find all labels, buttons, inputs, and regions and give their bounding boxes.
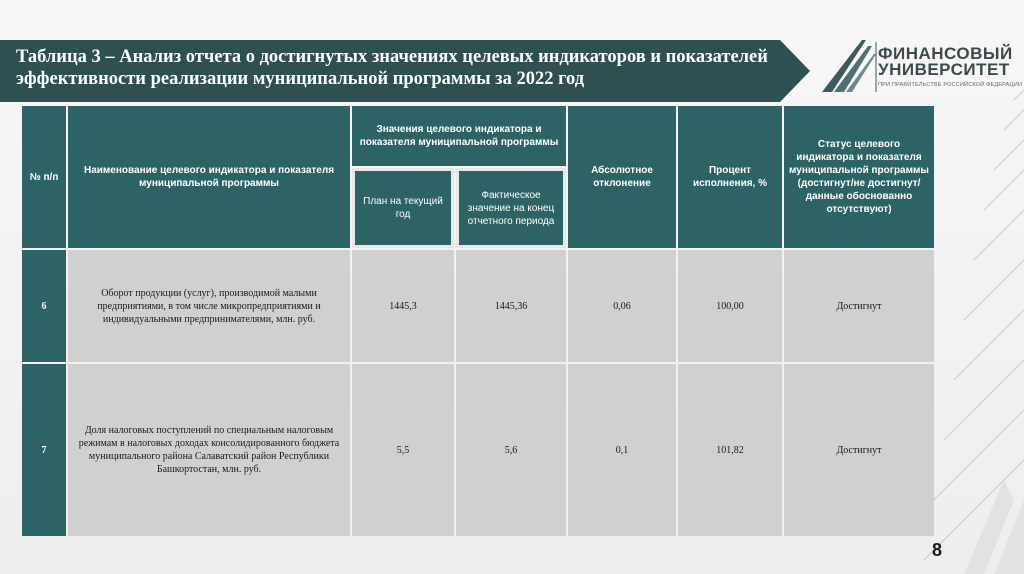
table-row <box>22 250 934 362</box>
row-percent: 100,00 <box>678 250 782 362</box>
slide-title: Таблица 3 – Анализ отчета о достигнутых значениях целевых индикаторов и показателей эффективности реализации муниципальной программы за 2022 год <box>16 47 768 89</box>
row-status: Достигнут <box>784 364 934 536</box>
row-fact: 5,6 <box>456 364 566 536</box>
row-percent: 101,82 <box>678 364 782 536</box>
header-abs-dev: Абсолютное отклонение <box>568 106 676 248</box>
row-name: Оборот продукции (услуг), производимой малыми предприятиями, в том числе микропредприятиями и индивидуальными предпринимателями, млн. руб. <box>68 250 350 362</box>
row-abs-dev: 0,06 <box>568 250 676 362</box>
header-name: Наименование целевого индикатора и показателя муниципальной программы <box>68 106 350 248</box>
row-num: 6 <box>22 250 66 362</box>
header-plan: План на текущий год <box>352 168 454 248</box>
row-status: Достигнут <box>784 250 934 362</box>
header-percent: Процент исполнения, % <box>678 106 782 248</box>
row-name: Доля налоговых поступлений по специальным налоговым режимам в налоговых доходах консолидированного бюджета муниципального района Салаватский район Республики Башкортостан, млн. руб. <box>68 364 350 536</box>
row-plan: 5,5 <box>352 364 454 536</box>
table-row <box>22 364 934 536</box>
header-values-group: Значения целевого индикатора и показателя муниципальной программы <box>352 106 566 166</box>
header-status: Статус целевого индикатора и показателя муниципальной программы (достигнут/не достигнут/данные обоснованно отсутствуют) <box>784 106 934 248</box>
row-fact: 1445,36 <box>456 250 566 362</box>
row-plan: 1445,3 <box>352 250 454 362</box>
header-fact: Фактическое значение на конец отчетного периода <box>456 168 566 248</box>
logo-subtitle: ПРИ ПРАВИТЕЛЬСТВЕ РОССИЙСКОЙ ФЕДЕРАЦИИ <box>878 82 1023 88</box>
header-num: № п/п <box>22 106 66 248</box>
row-abs-dev: 0,1 <box>568 364 676 536</box>
page-number: 8 <box>932 540 943 560</box>
row-num: 7 <box>22 364 66 536</box>
indicators-table <box>20 104 936 538</box>
logo-name: ФИНАНСОВЫЙ УНИВЕРСИТЕТ <box>878 44 1013 79</box>
